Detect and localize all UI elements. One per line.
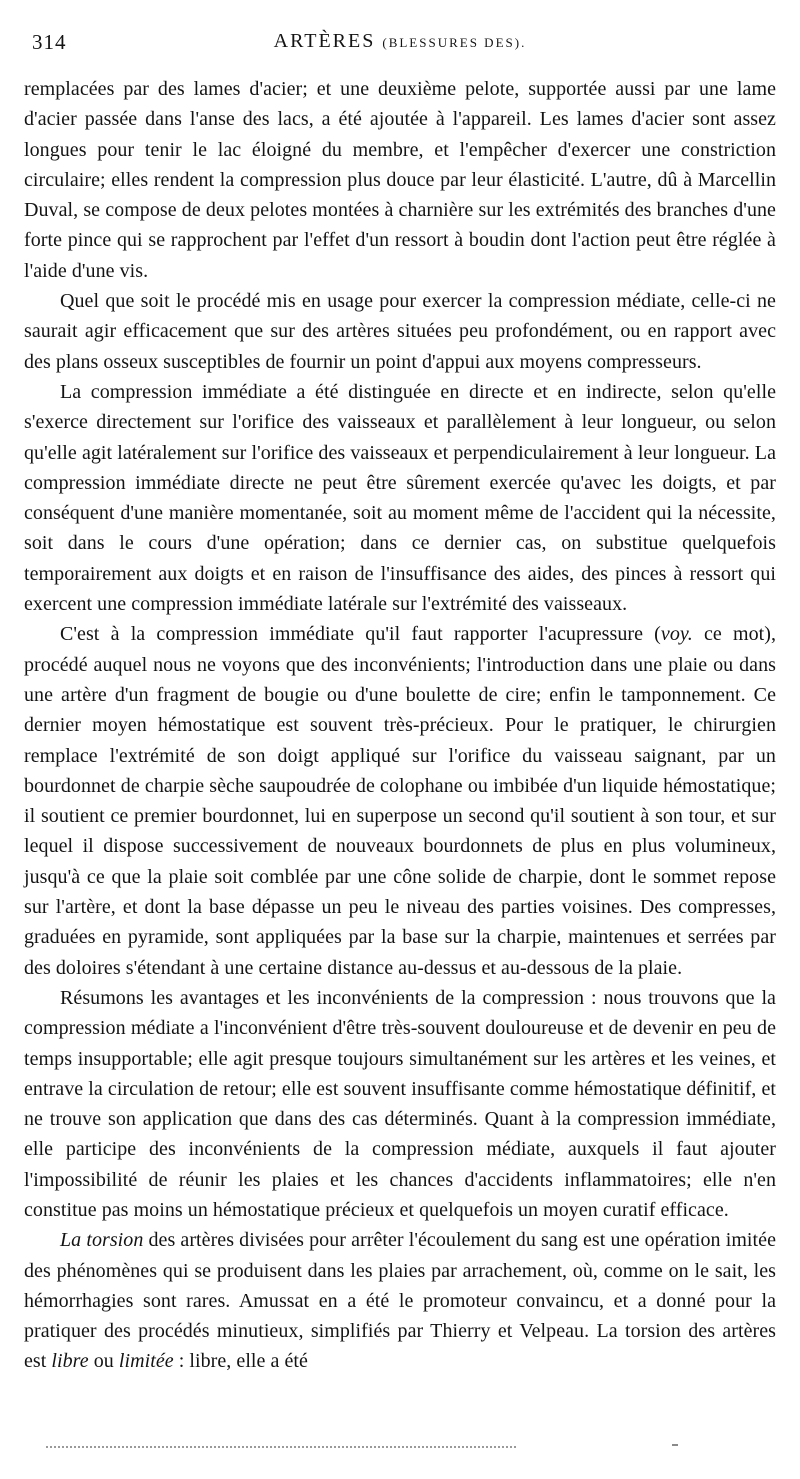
italic-text-segment: voy. [660, 623, 693, 646]
body-text [24, 74, 776, 1377]
text-segment: ou [88, 1350, 119, 1373]
running-title-sub: (BLESSURES DES). [382, 35, 527, 50]
paragraph [24, 74, 776, 286]
text-segment: ce mot), procédé auquel nous ne voyons que des inconvénients; l'introduction dans une plaie ou dans une artère d'un fragment de bougie ou d'une boulette de cire; enfin le tamponnement. Ce dernier moyen hémostatique est souvent très-précieux. Pour le pratiquer, le chirurgien remplace l'extrémité de son doigt appliqué sur l'orifice du vaisseau saignant, par un bourdonnet de charpie sèche saupoudrée de colophane ou imbibée d'un liquide hémostatique; il soutient ce premier bourdonnet, lui en superpose un second qu'il soutient à son tour, et sur lequel il dispose successivement de nouveaux bourdonnets de plus en plus volumineux, jusqu'à ce que la plaie soit comblée par une cône solide de charpie, dont le sommet repose sur l'artère, et dont la base dépasse un peu le niveau des parties voisines. Des compresses, graduées en pyramide, sont appliquées par la base sur la charpie, maintenues et serrées par des doloires s'étendant à une certaine distance au-dessus et au-dessous de la plaie. [24, 623, 776, 979]
paragraph [24, 1225, 776, 1376]
footer-dotted-rule [46, 1446, 516, 1448]
italic-text-segment: limitée [118, 1350, 174, 1373]
paragraph [24, 983, 776, 1225]
running-title-main: ARTÈRES [273, 30, 376, 52]
book-page [24, 18, 776, 1377]
text-segment: : libre, elle a été [173, 1350, 308, 1373]
paragraph [24, 377, 776, 619]
text-segment: C'est à la compression immédiate qu'il faut rapporter l'acupressure ( [60, 623, 661, 646]
page-number: 314 [32, 30, 67, 54]
text-segment: Quel que soit le procédé mis en usage pour exercer la compression médiate, celle-ci ne saurait agir efficacement que sur des artères situées peu profondément, ou en rapport avec des plans osseux susceptibles de fournir un point d'appui aux moyens compresseurs. [24, 290, 776, 373]
text-segment: des artères divisées pour arrêter l'écoulement du sang est une opération imitée des phénomènes qui se produisent dans les plaies par arrachement, où, comme on le sait, les hémorrhagies sont rares. Amussat en a été le promoteur convaincu, et a donné pour la pratiquer des procédés minutieux, simplifiés par Thierry et Velpeau. La torsion des artères est [24, 1229, 776, 1373]
footer-mark [672, 1444, 678, 1446]
italic-text-segment: libre [51, 1350, 89, 1373]
running-title [24, 30, 776, 53]
page-header [24, 18, 776, 52]
paragraph [24, 286, 776, 377]
text-segment: Résumons les avantages et les inconvénients de la compression : nous trouvons que la compression médiate a l'inconvénient d'être très-souvent douloureuse et de devenir en peu de temps insupportable; elle agit presque toujours simultanément sur les artères et les veines, et entrave la circulation de retour; elle est souvent insuffisante comme hémostatique définitif, et ne trouve son application que dans des cas déterminés. Quant à la compression immédiate, elle participe des inconvénients de la compression médiate, auxquels il faut ajouter l'impossibilité de réunir les plaies et les chances d'accidents inflammatoires; elle n'en constitue pas moins un hémostatique précieux et quelquefois un moyen curatif efficace. [24, 986, 776, 1221]
paragraph [24, 619, 776, 983]
text-segment: remplacées par des lames d'acier; et une deuxième pelote, supportée aussi par une lame d'acier passée dans l'anse des lacs, a été ajoutée à l'appareil. Les lames d'acier sont assez longues pour tenir le lac éloigné du membre, et l'empêcher d'exercer une constriction circulaire; elles rendent la compression plus douce par leur élasticité. L'autre, dû à Marcellin Duval, se compose de deux pelotes montées à charnière sur les extrémités des branches d'une forte pince qui se rapprochent par l'effet d'un ressort à boudin dont l'action peut être réglée à l'aide d'une vis. [24, 78, 776, 282]
text-segment: La compression immédiate a été distinguée en directe et en indirecte, selon qu'elle s'exerce directement sur l'orifice des vaisseaux et parallèlement à leur longueur, ou selon qu'elle agit latéralement sur l'orifice des vaisseaux et perpendiculairement à leur longueur. La compression immédiate directe ne peut être sûrement exercée qu'avec les doigts, et par conséquent d'une manière momentanée, soit au moment même de l'accident qui la nécessite, soit dans le cours d'une opération; dans ce dernier cas, on substitue quelquefois temporairement aux doigts et en raison de l'insuffisance des aides, des pinces à ressort qui exercent une compression immédiate latérale sur l'extrémité des vaisseaux. [24, 380, 776, 616]
italic-text-segment: La torsion [60, 1229, 144, 1252]
